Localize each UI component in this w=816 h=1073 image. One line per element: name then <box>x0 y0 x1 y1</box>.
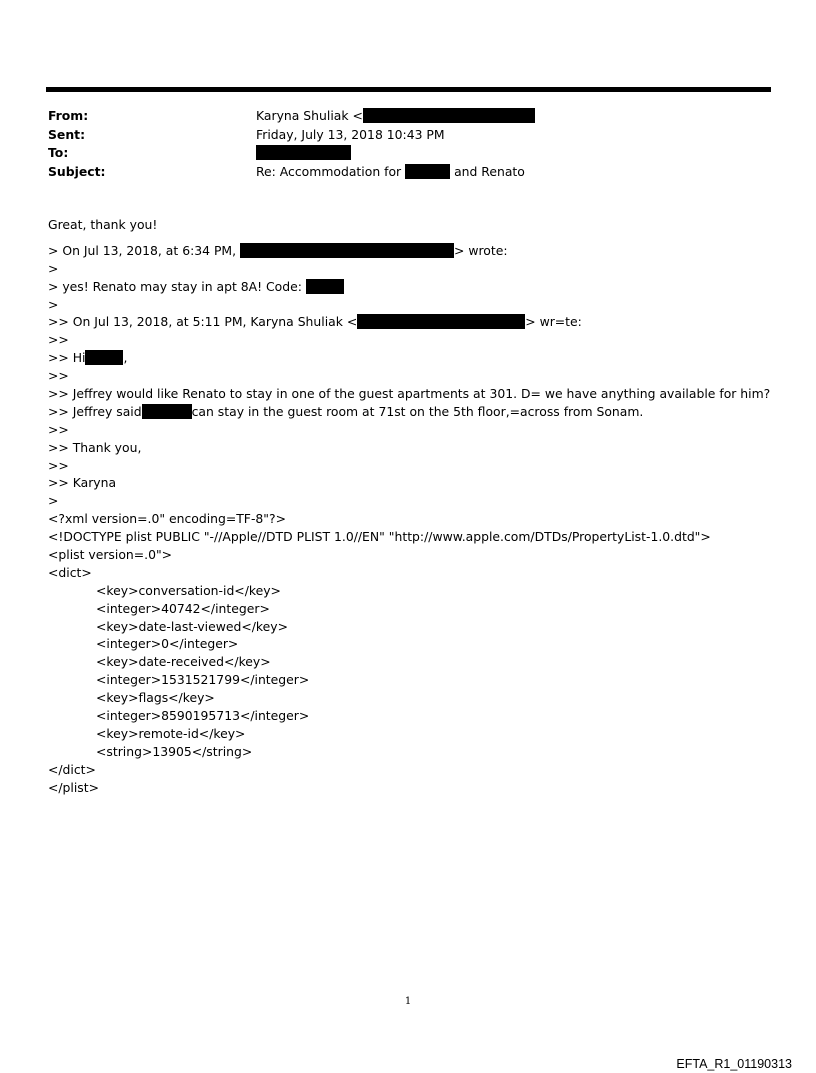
page-number: 1 <box>404 996 412 1007</box>
body-line: > <box>48 260 59 276</box>
subject-label: Subject: <box>48 163 106 179</box>
body-line: <integer>1531521799</integer> <box>96 672 310 688</box>
body-line: >> Jeffrey said can stay in the guest room at 71st on the 5th floor,=across from Sonam. <box>48 403 644 419</box>
body-line: <key>date-last-viewed</key> <box>96 618 288 634</box>
header-rule <box>46 87 771 92</box>
redaction-box <box>240 243 454 258</box>
body-line: <!DOCTYPE plist PUBLIC "-//Apple//DTD PLIST 1.0//EN" "http://www.apple.com/DTDs/PropertyList-1.0.dtd"> <box>48 529 711 545</box>
bates-number: EFTA_R1_01190313 <box>676 1057 792 1071</box>
from-value <box>256 108 535 123</box>
sent-value: Friday, July 13, 2018 10:43 PM <box>256 126 445 142</box>
body-line: <string>13905</string> <box>96 743 253 759</box>
sent-label: Sent: <box>48 126 86 142</box>
body-line: >> Jeffrey would like Renato to stay in one of the guest apartments at 301. D= we have anything available for him? <box>48 386 771 402</box>
redaction-box <box>256 145 351 160</box>
body-line: >> Hi , <box>48 350 128 366</box>
redaction-box <box>363 108 535 123</box>
body-line: <key>conversation-id</key> <box>96 582 281 598</box>
to-value <box>256 145 351 160</box>
body-line: </plist> <box>48 779 100 795</box>
redaction-box <box>357 314 525 329</box>
from-name: Karyna Shuliak < <box>256 108 363 123</box>
body-line: <integer>0</integer> <box>96 636 239 652</box>
body-line: >> <box>48 368 69 384</box>
body-line: <key>date-received</key> <box>96 654 271 670</box>
from-label: From: <box>48 108 89 123</box>
body-line: >> Thank you, <box>48 439 142 455</box>
body-line: >> <box>48 457 69 473</box>
body-line: > On Jul 13, 2018, at 6:34 PM, > wrote: <box>48 242 508 258</box>
redaction-box <box>306 279 344 294</box>
body-line: > yes! Renato may stay in apt 8A! Code: <box>48 278 788 296</box>
body-line: >> <box>48 421 69 437</box>
body-line: > <box>48 296 59 312</box>
body-line: > <box>48 493 59 509</box>
body-line: >> <box>48 332 69 348</box>
body-line: >> On Jul 13, 2018, at 5:11 PM, Karyna Shuliak < > wr=te: <box>48 314 582 330</box>
redaction-box <box>405 164 450 179</box>
body-line: <integer>40742</integer> <box>96 600 270 616</box>
subject-value: Re: Accommodation for and Renato <box>256 163 525 179</box>
body-line: >> Karyna <box>48 475 117 491</box>
redaction-box <box>142 404 192 419</box>
body-line: <key>flags</key> <box>96 690 215 706</box>
body-line: </dict> <box>48 761 96 777</box>
email-body <box>48 216 788 797</box>
body-line: <?xml version=.0" encoding=TF-8"?> <box>48 511 286 527</box>
body-line: Great, thank you! <box>48 217 158 232</box>
body-line: <integer>8590195713</integer> <box>96 708 310 724</box>
redaction-box <box>85 350 123 365</box>
body-line: <dict> <box>48 564 92 580</box>
to-label: To: <box>48 145 69 160</box>
body-line: <key>remote-id</key> <box>96 725 246 741</box>
body-line: <plist version=.0"> <box>48 547 173 563</box>
